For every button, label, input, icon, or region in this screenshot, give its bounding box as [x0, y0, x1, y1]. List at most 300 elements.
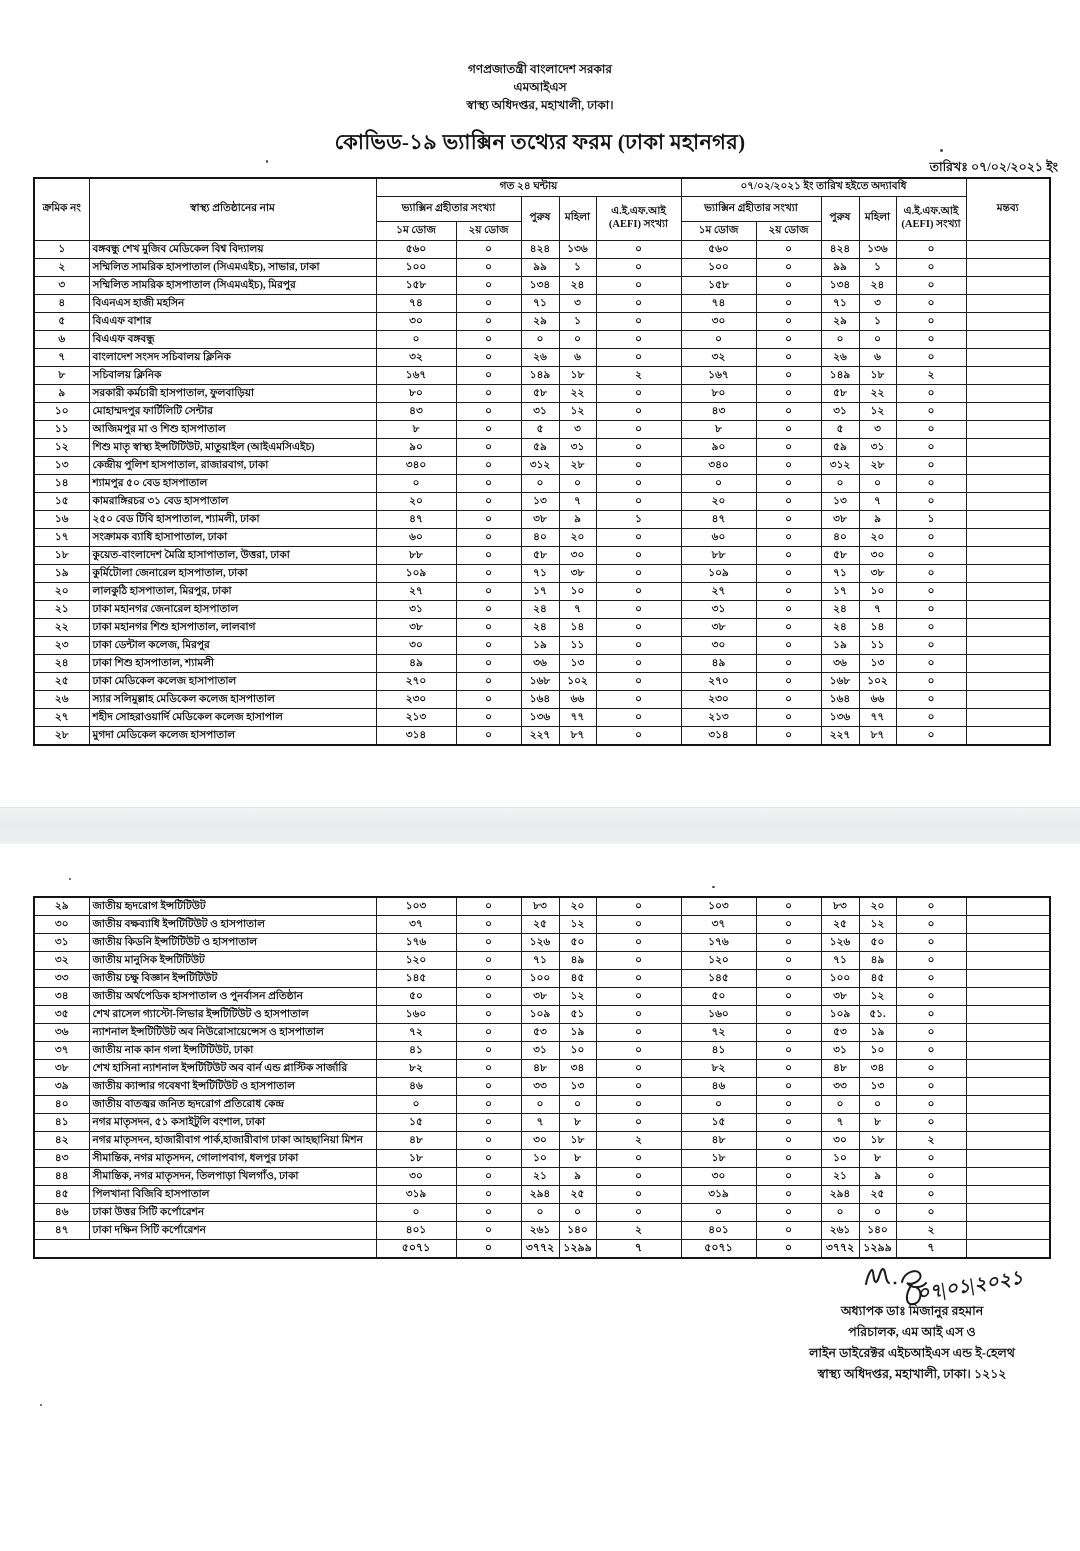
value-cell: ০ — [756, 367, 821, 385]
value-cell: ০ — [756, 934, 821, 952]
value-cell: ০ — [596, 565, 681, 583]
value-cell: ২৪ — [821, 601, 859, 619]
value-cell: ০ — [896, 619, 966, 637]
serial-cell: ১৩ — [34, 457, 89, 475]
value-cell: ১৭৬ — [681, 934, 756, 952]
value-cell: ০ — [456, 493, 521, 511]
scan-speck — [69, 878, 71, 880]
value-cell: ০ — [456, 583, 521, 601]
value-cell: ৪০ — [821, 529, 859, 547]
value-cell: ৫৬০ — [376, 241, 456, 259]
value-cell: ২১ — [821, 1168, 859, 1186]
remarks-cell — [966, 367, 1050, 385]
value-cell: ০ — [756, 619, 821, 637]
value-cell: ৫১ — [559, 1006, 596, 1024]
remarks-cell — [966, 547, 1050, 565]
serial-cell: ১৭ — [34, 529, 89, 547]
value-cell: ৮ — [681, 421, 756, 439]
institution-name-cell: জাতীয় বক্ষব্যাধি ইন্সটিটিউট ও হাসপাতাল — [89, 916, 376, 934]
table-row — [34, 709, 1050, 727]
serial-cell: ৪২ — [34, 1132, 89, 1150]
value-cell: ২২ — [559, 385, 596, 403]
table-row — [34, 1132, 1050, 1150]
value-cell: ০ — [596, 934, 681, 952]
value-cell: ৩৪ — [559, 1060, 596, 1078]
value-cell: ১১ — [559, 637, 596, 655]
institution-name-cell: সীমান্তিক, নগর মাতৃসদন, গোলাপবাগ, ধলপুর ঢাকা — [89, 1150, 376, 1168]
signatory-role: লাইন ডাইরেক্টর এইচআইএস এন্ড ই-হেলথ — [809, 1346, 1015, 1360]
value-cell: ০ — [896, 1024, 966, 1042]
value-cell: ০ — [859, 1096, 896, 1114]
value-cell: ০ — [756, 1150, 821, 1168]
value-cell: ১৬০ — [681, 1006, 756, 1024]
value-cell: ৩১৪ — [681, 727, 756, 746]
value-cell: ০ — [456, 934, 521, 952]
table-row — [34, 295, 1050, 313]
value-cell: ৩৮ — [559, 565, 596, 583]
value-cell: ০ — [896, 637, 966, 655]
remarks-cell — [966, 1042, 1050, 1060]
value-cell: ১০ — [859, 1042, 896, 1060]
report-date: তারিখঃ ০৭/০২/২০২১ ইং — [929, 160, 1058, 174]
value-cell: ০ — [456, 601, 521, 619]
value-cell: ০ — [456, 1096, 521, 1114]
value-cell: ১৪৫ — [681, 970, 756, 988]
scan-speck — [40, 1404, 42, 1406]
serial-cell: ২৮ — [34, 727, 89, 746]
value-cell: ০ — [559, 1204, 596, 1222]
col-header-institution: স্বাস্থ্য প্রতিষ্ঠানের নাম — [89, 178, 376, 241]
value-cell: ০ — [456, 970, 521, 988]
value-cell: ০ — [896, 655, 966, 673]
serial-cell: ৬ — [34, 331, 89, 349]
value-cell: ৭১ — [821, 295, 859, 313]
value-cell: ০ — [896, 673, 966, 691]
value-cell: ১২৬ — [821, 934, 859, 952]
value-cell: ২ — [596, 1222, 681, 1240]
value-cell: ৭১ — [521, 952, 559, 970]
value-cell: ০ — [456, 727, 521, 746]
remarks-cell — [966, 493, 1050, 511]
remarks-cell — [966, 1204, 1050, 1222]
value-cell: ১৮ — [559, 1132, 596, 1150]
value-cell: ১২ — [559, 916, 596, 934]
table-row — [34, 421, 1050, 439]
value-cell: ৮৮ — [681, 547, 756, 565]
value-cell: ০ — [896, 897, 966, 916]
institution-name-cell: স্যার সলিমুল্লাহ মেডিকেল কলেজ হাসপাতাল — [89, 691, 376, 709]
value-cell: ৩৪০ — [681, 457, 756, 475]
value-cell: ১ — [596, 511, 681, 529]
institution-name-cell: সংক্রামক ব্যাধি হাসাপাতাল, ঢাকা — [89, 529, 376, 547]
value-cell: ০ — [376, 475, 456, 493]
value-cell: ০ — [756, 457, 821, 475]
value-cell: ০ — [596, 385, 681, 403]
value-cell: ০ — [596, 529, 681, 547]
value-cell: ৭৭ — [559, 709, 596, 727]
value-cell: ০ — [896, 439, 966, 457]
table-row — [34, 349, 1050, 367]
institution-name-cell: জাতীয় মানুসিক ইন্সটিটিউট — [89, 952, 376, 970]
value-cell: ১৭৬ — [376, 934, 456, 952]
institution-name-cell: বিএনএস হাজী মহসিন — [89, 295, 376, 313]
serial-cell: ৩৩ — [34, 970, 89, 988]
value-cell: ৩১ — [559, 439, 596, 457]
value-cell: ০ — [559, 1096, 596, 1114]
col-header-dose1-cum: ১ম ডোজ — [681, 222, 756, 241]
value-cell: ১৬৮ — [821, 673, 859, 691]
signatory-address: স্বাস্থ্য অধিদপ্তর, মহাখালী, ঢাকা। ১২১২ — [817, 1367, 1007, 1381]
value-cell: ০ — [681, 331, 756, 349]
value-cell: ০ — [456, 1186, 521, 1204]
value-cell: ০ — [896, 421, 966, 439]
value-cell: ০ — [756, 1114, 821, 1132]
institution-name-cell: লালকুঠি হাসপাতাল, মিরপুর, ঢাকা — [89, 583, 376, 601]
value-cell: ০ — [456, 277, 521, 295]
serial-cell: ৩১ — [34, 934, 89, 952]
value-cell: ১২০ — [681, 952, 756, 970]
value-cell: ০ — [821, 331, 859, 349]
value-cell: ১৭ — [521, 583, 559, 601]
serial-cell: ৯ — [34, 385, 89, 403]
value-cell: ০ — [756, 1132, 821, 1150]
value-cell: ৭৭ — [859, 709, 896, 727]
serial-cell: ২১ — [34, 601, 89, 619]
value-cell: ১৬৮ — [521, 673, 559, 691]
value-cell: ০ — [756, 637, 821, 655]
total-value-cell: ১২৯৯ — [859, 1240, 896, 1259]
value-cell: ০ — [896, 241, 966, 259]
value-cell: ৪৬ — [376, 1078, 456, 1096]
value-cell: ৩১২ — [521, 457, 559, 475]
value-cell: ০ — [456, 349, 521, 367]
value-cell: ০ — [896, 1114, 966, 1132]
value-cell: ০ — [756, 583, 821, 601]
value-cell: ৮ — [559, 1150, 596, 1168]
value-cell: ০ — [596, 619, 681, 637]
value-cell: ৭১ — [521, 295, 559, 313]
value-cell: ৩৩ — [821, 1078, 859, 1096]
institution-name-cell: আজিমপুর মা ও শিশু হাসপাতাল — [89, 421, 376, 439]
value-cell: ১৩৬ — [821, 709, 859, 727]
value-cell: ৬ — [859, 349, 896, 367]
table-row — [34, 988, 1050, 1006]
value-cell: ১০০ — [821, 970, 859, 988]
serial-cell: ২৩ — [34, 637, 89, 655]
value-cell: ০ — [896, 1060, 966, 1078]
value-cell: ০ — [456, 385, 521, 403]
value-cell: ০ — [896, 934, 966, 952]
value-cell: ২৯ — [821, 313, 859, 331]
serial-cell: ২ — [34, 259, 89, 277]
value-cell: ২০ — [859, 529, 896, 547]
total-value-cell: ০ — [756, 1240, 821, 1259]
value-cell: ৫০ — [376, 988, 456, 1006]
value-cell: ০ — [756, 565, 821, 583]
value-cell: ০ — [896, 727, 966, 746]
table-row — [34, 457, 1050, 475]
value-cell: ০ — [756, 1096, 821, 1114]
value-cell: ৭১ — [821, 952, 859, 970]
value-cell: ১৫ — [681, 1114, 756, 1132]
value-cell: ০ — [596, 691, 681, 709]
value-cell: ৩ — [859, 421, 896, 439]
institution-name-cell: শিশু মাতৃ স্বাস্থ্য ইন্সটিটিউট, মাতুয়াইল (আইএমসিএইচ) — [89, 439, 376, 457]
value-cell: ৮ — [859, 1150, 896, 1168]
remarks-cell — [966, 673, 1050, 691]
value-cell: ১৩ — [559, 1078, 596, 1096]
table-row — [34, 547, 1050, 565]
serial-cell: ৪০ — [34, 1096, 89, 1114]
value-cell: ৩৪ — [859, 1060, 896, 1078]
value-cell: ১ — [859, 259, 896, 277]
value-cell: ৪৯ — [681, 655, 756, 673]
institution-name-cell: জাতীয় নাক কান গলা ইন্সটিটিউট, ঢাকা — [89, 1042, 376, 1060]
value-cell: ০ — [596, 1150, 681, 1168]
value-cell: ১৬৪ — [821, 691, 859, 709]
value-cell: ৩৮ — [681, 619, 756, 637]
value-cell: ১৫ — [376, 1114, 456, 1132]
value-cell: ০ — [896, 916, 966, 934]
value-cell: ২৮ — [859, 457, 896, 475]
value-cell: ০ — [559, 331, 596, 349]
value-cell: ২০ — [376, 493, 456, 511]
serial-cell: ৪ — [34, 295, 89, 313]
table-row — [34, 1150, 1050, 1168]
value-cell: ৩৬ — [521, 655, 559, 673]
serial-cell: ৪৫ — [34, 1186, 89, 1204]
value-cell: ৫০ — [681, 988, 756, 1006]
value-cell: ০ — [896, 313, 966, 331]
serial-cell: ১০ — [34, 403, 89, 421]
value-cell: ৪৩ — [376, 403, 456, 421]
table-row — [34, 1222, 1050, 1240]
value-cell: ০ — [896, 403, 966, 421]
remarks-cell — [966, 709, 1050, 727]
value-cell: ২৫ — [859, 1186, 896, 1204]
value-cell: ০ — [859, 331, 896, 349]
value-cell: ৫১. — [859, 1006, 896, 1024]
value-cell: ২৪ — [859, 277, 896, 295]
value-cell: ০ — [456, 1114, 521, 1132]
value-cell: ০ — [896, 1204, 966, 1222]
value-cell: ২০ — [559, 897, 596, 916]
remarks-cell — [966, 259, 1050, 277]
value-cell: ১০৯ — [376, 565, 456, 583]
value-cell: ১০০ — [681, 259, 756, 277]
value-cell: ১৪ — [559, 619, 596, 637]
value-cell: ৭ — [521, 1114, 559, 1132]
total-value-cell: ৫০৭১ — [376, 1240, 456, 1259]
remarks-cell — [966, 1006, 1050, 1024]
value-cell: ০ — [456, 529, 521, 547]
value-cell: ১৩ — [821, 493, 859, 511]
value-cell: ০ — [596, 952, 681, 970]
value-cell: ০ — [596, 295, 681, 313]
value-cell: ৩৮ — [821, 511, 859, 529]
value-cell: ২৫ — [521, 916, 559, 934]
value-cell: ১২ — [859, 916, 896, 934]
total-row — [34, 1240, 1050, 1259]
value-cell: ৪৯ — [559, 952, 596, 970]
value-cell: ৯ — [859, 511, 896, 529]
value-cell: ০ — [756, 1168, 821, 1186]
table-row — [34, 313, 1050, 331]
value-cell: ৪০১ — [376, 1222, 456, 1240]
institution-name-cell: ঢাকা ডেন্টাল কলেজ, মিরপুর — [89, 637, 376, 655]
value-cell: ০ — [756, 1060, 821, 1078]
remarks-cell — [966, 655, 1050, 673]
value-cell: ০ — [596, 1078, 681, 1096]
value-cell: ০ — [456, 709, 521, 727]
value-cell: ৯ — [859, 1168, 896, 1186]
value-cell: ১৩৬ — [859, 241, 896, 259]
value-cell: ০ — [756, 1078, 821, 1096]
table-row — [34, 511, 1050, 529]
value-cell: ৩২ — [376, 349, 456, 367]
value-cell: ২৪ — [559, 277, 596, 295]
value-cell: ০ — [596, 1006, 681, 1024]
value-cell: ৩০ — [681, 313, 756, 331]
table-row — [34, 331, 1050, 349]
value-cell: ০ — [456, 619, 521, 637]
scan-speck — [266, 160, 268, 163]
value-cell: ০ — [859, 475, 896, 493]
value-cell: ০ — [456, 331, 521, 349]
value-cell: ০ — [756, 1006, 821, 1024]
value-cell: ০ — [521, 331, 559, 349]
value-cell: ১ — [896, 511, 966, 529]
table-row — [34, 673, 1050, 691]
remarks-cell — [966, 1132, 1050, 1150]
institution-name-cell: সম্মিলিত সামরিক হাসপাতাল (সিএমএইচ), সাভার, ঢাকা — [89, 259, 376, 277]
value-cell: ৩৭ — [681, 916, 756, 934]
value-cell: ২৮ — [559, 457, 596, 475]
value-cell: ০ — [896, 970, 966, 988]
header-row-groups — [34, 178, 1050, 197]
col-header-aefi-24h: এ.ই.এফ.আই (AEFI) সংখ্যা — [596, 197, 681, 241]
institution-name-cell: কুয়েত-বাংলাদেশ মৈত্রি হাসাপাতাল, উত্তরা, ঢাকা — [89, 547, 376, 565]
value-cell: ৪৩ — [681, 403, 756, 421]
value-cell: ০ — [896, 1006, 966, 1024]
value-cell: ০ — [456, 1222, 521, 1240]
value-cell: ০ — [896, 529, 966, 547]
value-cell: ০ — [756, 673, 821, 691]
value-cell: ০ — [456, 1150, 521, 1168]
value-cell: ৩ — [859, 295, 896, 313]
scan-speck — [712, 886, 715, 888]
remarks-cell — [966, 457, 1050, 475]
value-cell: ৪২৪ — [821, 241, 859, 259]
value-cell: ০ — [756, 988, 821, 1006]
serial-cell: ২৬ — [34, 691, 89, 709]
value-cell: ৩৩ — [521, 1078, 559, 1096]
value-cell: ০ — [756, 1024, 821, 1042]
value-cell: ৮ — [559, 1114, 596, 1132]
value-cell: ১ — [559, 259, 596, 277]
value-cell: ২১৩ — [681, 709, 756, 727]
table-row — [34, 439, 1050, 457]
table-row — [34, 385, 1050, 403]
value-cell: ৪০ — [521, 529, 559, 547]
institution-name-cell: নগর মাতৃসদন, ৫১ কসাইটুলি বংশাল, ঢাকা — [89, 1114, 376, 1132]
value-cell: ০ — [756, 727, 821, 746]
value-cell: ০ — [821, 1204, 859, 1222]
value-cell: ১০ — [521, 1150, 559, 1168]
value-cell: ০ — [756, 1186, 821, 1204]
institution-name-cell: কেন্দ্রীয় পুলিশ হাসপাতাল, রাজারবাগ, ঢাকা — [89, 457, 376, 475]
value-cell: ১৫৮ — [681, 277, 756, 295]
value-cell: ১৪ — [859, 619, 896, 637]
signatory-block — [762, 1301, 1062, 1385]
value-cell: ২০ — [681, 493, 756, 511]
value-cell: ০ — [596, 673, 681, 691]
value-cell: ০ — [456, 403, 521, 421]
remarks-cell — [966, 1114, 1050, 1132]
serial-cell: ১২ — [34, 439, 89, 457]
value-cell: ০ — [896, 457, 966, 475]
value-cell: ০ — [376, 331, 456, 349]
remarks-cell — [966, 934, 1050, 952]
table-row — [34, 619, 1050, 637]
value-cell: ১৪০ — [559, 1222, 596, 1240]
value-cell: ২২৭ — [521, 727, 559, 746]
institution-name-cell: জাতীয় চক্ষু বিজ্ঞান ইন্সটিটিউট — [89, 970, 376, 988]
value-cell: ৮৭ — [859, 727, 896, 746]
value-cell: ০ — [896, 547, 966, 565]
value-cell: ০ — [756, 529, 821, 547]
value-cell: ০ — [456, 1042, 521, 1060]
serial-cell: ৩২ — [34, 952, 89, 970]
value-cell: ৪৮ — [681, 1132, 756, 1150]
value-cell: ০ — [456, 457, 521, 475]
value-cell: ০ — [596, 637, 681, 655]
value-cell: ৪১ — [681, 1042, 756, 1060]
value-cell: ১৯ — [859, 1024, 896, 1042]
table-row — [34, 259, 1050, 277]
value-cell: ৭ — [859, 493, 896, 511]
table-row — [34, 637, 1050, 655]
value-cell: ১০৩ — [376, 897, 456, 916]
value-cell: ০ — [596, 1186, 681, 1204]
value-cell: ২৪ — [821, 619, 859, 637]
table-row — [34, 1186, 1050, 1204]
value-cell: ৩ — [559, 295, 596, 313]
value-cell: ২৩০ — [681, 691, 756, 709]
value-cell: ২৬ — [821, 349, 859, 367]
value-cell: ০ — [756, 691, 821, 709]
value-cell: ১২ — [559, 988, 596, 1006]
value-cell: ০ — [456, 439, 521, 457]
value-cell: ২৭ — [681, 583, 756, 601]
value-cell: ১০৯ — [681, 565, 756, 583]
value-cell: ৪২৪ — [521, 241, 559, 259]
serial-cell: ৩৮ — [34, 1060, 89, 1078]
value-cell: ৭৪ — [681, 295, 756, 313]
total-value-cell: ১২৯৯ — [559, 1240, 596, 1259]
value-cell: ০ — [756, 493, 821, 511]
value-cell: ০ — [681, 1096, 756, 1114]
value-cell: ২৭০ — [681, 673, 756, 691]
value-cell: ০ — [596, 277, 681, 295]
value-cell: ০ — [456, 1024, 521, 1042]
table-row — [34, 1168, 1050, 1186]
value-cell: ০ — [896, 1150, 966, 1168]
institution-name-cell: বিএএফ বাশার — [89, 313, 376, 331]
table-row — [34, 691, 1050, 709]
institution-name-cell: সীমান্তিক, নগর মাতৃসদন, তিলপাড়া খিলগাঁও, ঢাকা — [89, 1168, 376, 1186]
remarks-cell — [966, 1222, 1050, 1240]
